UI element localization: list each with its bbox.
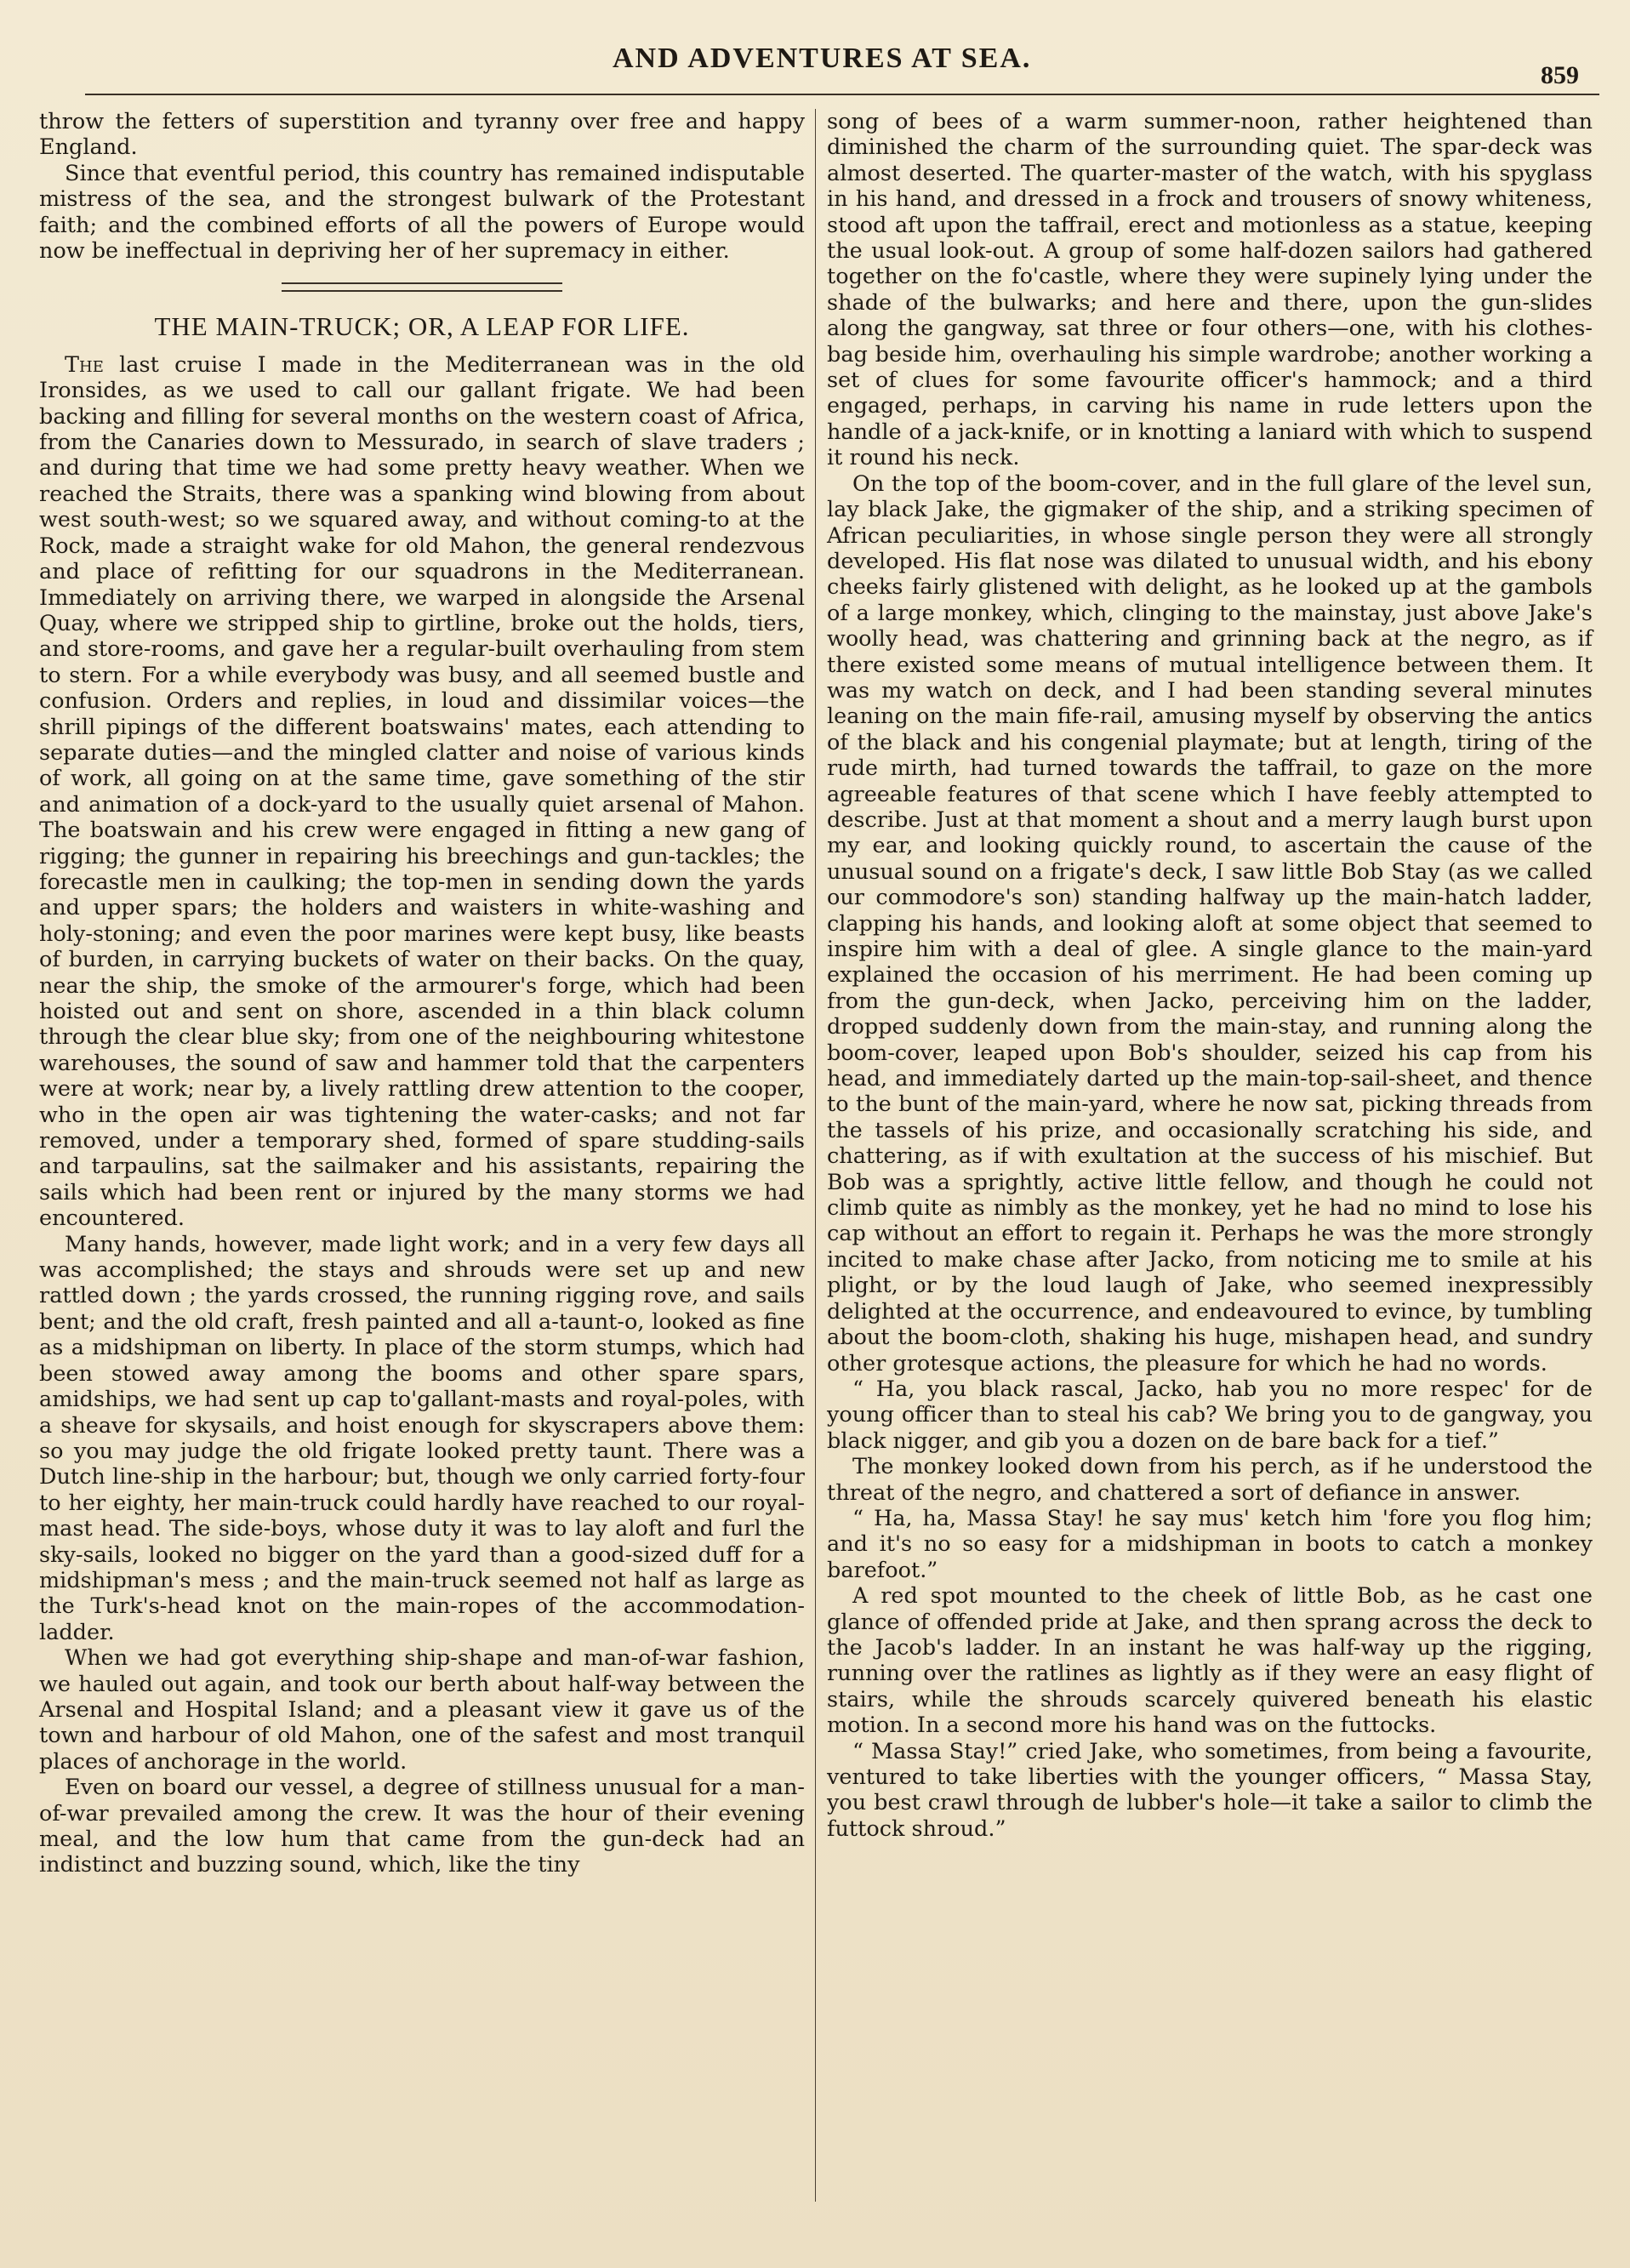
lead-word: The <box>65 351 104 378</box>
paragraph: A red spot mounted to the cheek of little Bob, as he cast one glance of offended pride at Jake, and then sprang across the deck to the Jacob's ladder. In an instant he was half-way up the rigging, running over the ratlines as lightly as if they were an easy flight of stairs, while the shrouds scarcely quivered beneath his elastic motion. In a second more his hand was on the futtocks. <box>827 1583 1593 1739</box>
article-title: THE MAIN-TRUCK; OR, A LEAP FOR LIFE. <box>154 311 690 342</box>
paragraph: “ Ha, ha, Massa Stay! he say mus' ketch him 'fore you flog him; and it's no so easy for a midshipman in boots to catch a monkey barefoot.” <box>827 1505 1593 1583</box>
paragraph: throw the fetters of superstition and tyranny over free and happy England. <box>39 109 805 161</box>
paragraph-text: last cruise I made in the Mediterranean was in the old Ironsides, as we used to call our gallant frigate. We had been backing and filling for several months on the western coast of Africa, from the Canaries down to Messurado, in search of slave traders ; and during that time we had some pretty heavy weather. When we reached the Straits, there was a spanking wind blowing from about west south-west; so we squared away, and without coming-to at the Rock, made a straight wake for old Mahon, the general rendezvous and place of refitting for our squadrons in the Mediterranean. Immediately on arriving there, we warped in alongside the Arsenal Quay, where we stripped ship to girtline, broke out the holds, tiers, and store-rooms, and gave her a regular-built overhauling from stem to stern. For a while everybody was busy, and all seemed bustle and confusion. Orders and replies, in loud and dissimilar voices—the shrill pipings of the different boatswains' mates, each attending to separate duties—and the mingled clatter and noise of various kinds of work, all going on at the same time, gave something of the stir and animation of a dock-yard to the usually quiet arsenal of Mahon. The boatswain and his crew were engaged in fitting a new gang of rigging; the gunner in repairing his breechings and gun-tackles; the forecastle men in caulking; the top-men in sending down the yards and upper spars; the holders and waisters in white-washing and holy-stoning; and even the poor marines were kept busy, like beasts of burden, in carrying buckets of water on their backs. On the quay, near the ship, the smoke of the armourer's forge, which had been hoisted out and sent on shore, ascended in a thin black column through the clear blue sky; from one of the neighbouring whitestone warehouses, the sound of saw and hammer told that the carpenters were at work; near by, a lively rattling drew attention to the cooper, who in the open air was tightening the water-casks; and not far removed, under a temporary shed, formed of spare studding-sails and tarpaulins, sat the sailmaker and his assistants, repairing the sails which had been rent or injured by the many storms we had encountered. <box>39 351 805 1232</box>
running-head <box>0 43 1630 94</box>
paragraph: Even on board our vessel, a degree of stillness unusual for a man-of-war prevailed among the crew. It was the hour of their evening meal, and the low hum that came from the gun-deck had an indistinct and buzzing sound, which, like the tiny <box>39 1775 805 1878</box>
paragraph: On the top of the boom-cover, and in the full glare of the level sun, lay black Jake, the gigmaker of the ship, and a striking specimen of African peculiarities, in whose single person they were all strongly developed. His flat nose was dilated to unusual width, and his ebony cheeks fairly glistened with delight, as he looked up at the gambols of a large monkey, which, clinging to the mainstay, just above Jake's woolly head, was chattering and grinning back at the negro, as if there existed some means of mutual intelligence between them. It was my watch on deck, and I had been standing several minutes leaning on the main fife-rail, amusing myself by observing the antics of the black and his congenial playmate; but at length, tiring of the rude mirth, had turned towards the taffrail, to gaze on the more agreeable features of that scene which I have feebly attempted to describe. Just at that moment a shout and a merry laugh burst upon my ear, and looking quickly round, to ascertain the cause of the unusual sound on a frigate's deck, I saw little Bob Stay (as we called our commodore's son) standing halfway up the main-hatch ladder, clapping his hands, and looking aloft at some object that seemed to inspire him with a deal of glee. A single glance to the main-yard explained the occasion of his merriment. He had been coming up from the gun-deck, when Jacko, perceiving him on the ladder, dropped suddenly down from the main-stay, and running along the boom-cover, leaped upon Bob's shoulder, seized his cap from his head, and immediately darted up the main-top-sail-sheet, and thence to the bunt of the main-yard, where he now sat, picking threads from the tassels of his prize, and occasionally scratching his side, and chattering, as if with exultation at the success of his mischief. But Bob was a sprightly, active little fellow, and though he could not climb quite as nimbly as the monkey, yet he had no mind to lose his cap without an effort to regain it. Perhaps he was the more strongly incited to make chase after Jacko, from noticing me to smile at his plight, or by the loud laugh of Jake, who seemed inexpressibly delighted at the occurrence, and endeavoured to evince, by tumbling about the boom-cloth, shaking his huge, mishapen head, and sundry other grotesque actions, the pleasure for which he had no words. <box>827 470 1593 1376</box>
section-divider-ornament <box>282 282 562 292</box>
paragraph: The monkey looked down from his perch, as if he understood the threat of the negro, and chattered a sort of defiance in answer. <box>827 1454 1593 1506</box>
paragraph: song of bees of a warm summer-noon, rather heightened than diminished the charm of the surrounding quiet. The spar-deck was almost deserted. The quarter-master of the watch, with his spyglass in his hand, and dressed in a frock and trousers of snowy whiteness, stood aft upon the taffrail, erect and motionless as a statue, keeping the usual look-out. A group of some half-dozen sailors had gathered together on the fo'castle, where they were supinely lying under the shade of the bulwarks; and here and there, upon the gun-slides along the gangway, sat three or four others—one, with his clothes-bag beside him, overhauling his simple wardrobe; another working a set of clues for some favourite officer's hammock; and a third engaged, perhaps, in carving his name in rude letters upon the handle of a jack-knife, or in knotting a laniard with which to suspend it round his neck. <box>827 109 1593 471</box>
header-rule <box>85 94 1599 95</box>
paragraph: When we had got everything ship-shape and man-of-war fashion, we hauled out again, and took our berth about half-way between the Arsenal and Hospital Island; and a pleasant view it gave us of the town and harbour of old Mahon, one of the safest and most tranquil places of anchorage in the world. <box>39 1645 805 1775</box>
page-number: 859 <box>1541 61 1579 89</box>
column-rule <box>815 109 816 2202</box>
paragraph <box>39 352 805 1232</box>
paragraph: Since that eventful period, this country has remained indisputable mistress of the sea, and the strongest bulwark of the Protestant faith; and the combined efforts of all the powers of Europe would now be ineffectual in depriving her of her supremacy in either. <box>39 160 805 265</box>
left-column <box>39 109 805 1878</box>
running-title: AND ADVENTURES AT SEA. <box>613 43 1032 74</box>
paragraph: “ Ha, you black rascal, Jacko, hab you no more respec' for de young officer than to steal his cab? We bring you to de gangway, you black nigger, and gib you a dozen on de bare back for a tief.” <box>827 1376 1593 1454</box>
right-column <box>827 109 1593 1842</box>
paragraph: Many hands, however, made light work; and in a very few days all was accomplished; the stays and shrouds were set up and new rattled down ; the yards crossed, the running rigging rove, and sails bent; and the old craft, fresh painted and all a-taunt-o, looked as fine as a midshipman on liberty. In place of the storm stumps, which had been stowed away among the booms and other spare spars, amidships, we had sent up cap to'gallant-masts and royal-poles, with a sheave for skysails, and hoist enough for skyscrapers above them: so you may judge the old frigate looked pretty taunt. There was a Dutch line-ship in the harbour; but, though we only carried forty-four to her eighty, her main-truck could hardly have reached to our royal-mast head. The side-boys, whose duty it was to lay aloft and furl the sky-sails, looked no bigger on the yard than a good-sized duff for a midshipman's mess ; and the main-truck seemed not half as large as the Turk's-head knot on the main-ropes of the accommodation-ladder. <box>39 1231 805 1645</box>
paragraph: “ Massa Stay!” cried Jake, who sometimes, from being a favourite, ventured to take liberties with the younger officers, “ Massa Stay, you best crawl through de lubber's hole—it take a sailor to climb the futtock shroud.” <box>827 1738 1593 1842</box>
